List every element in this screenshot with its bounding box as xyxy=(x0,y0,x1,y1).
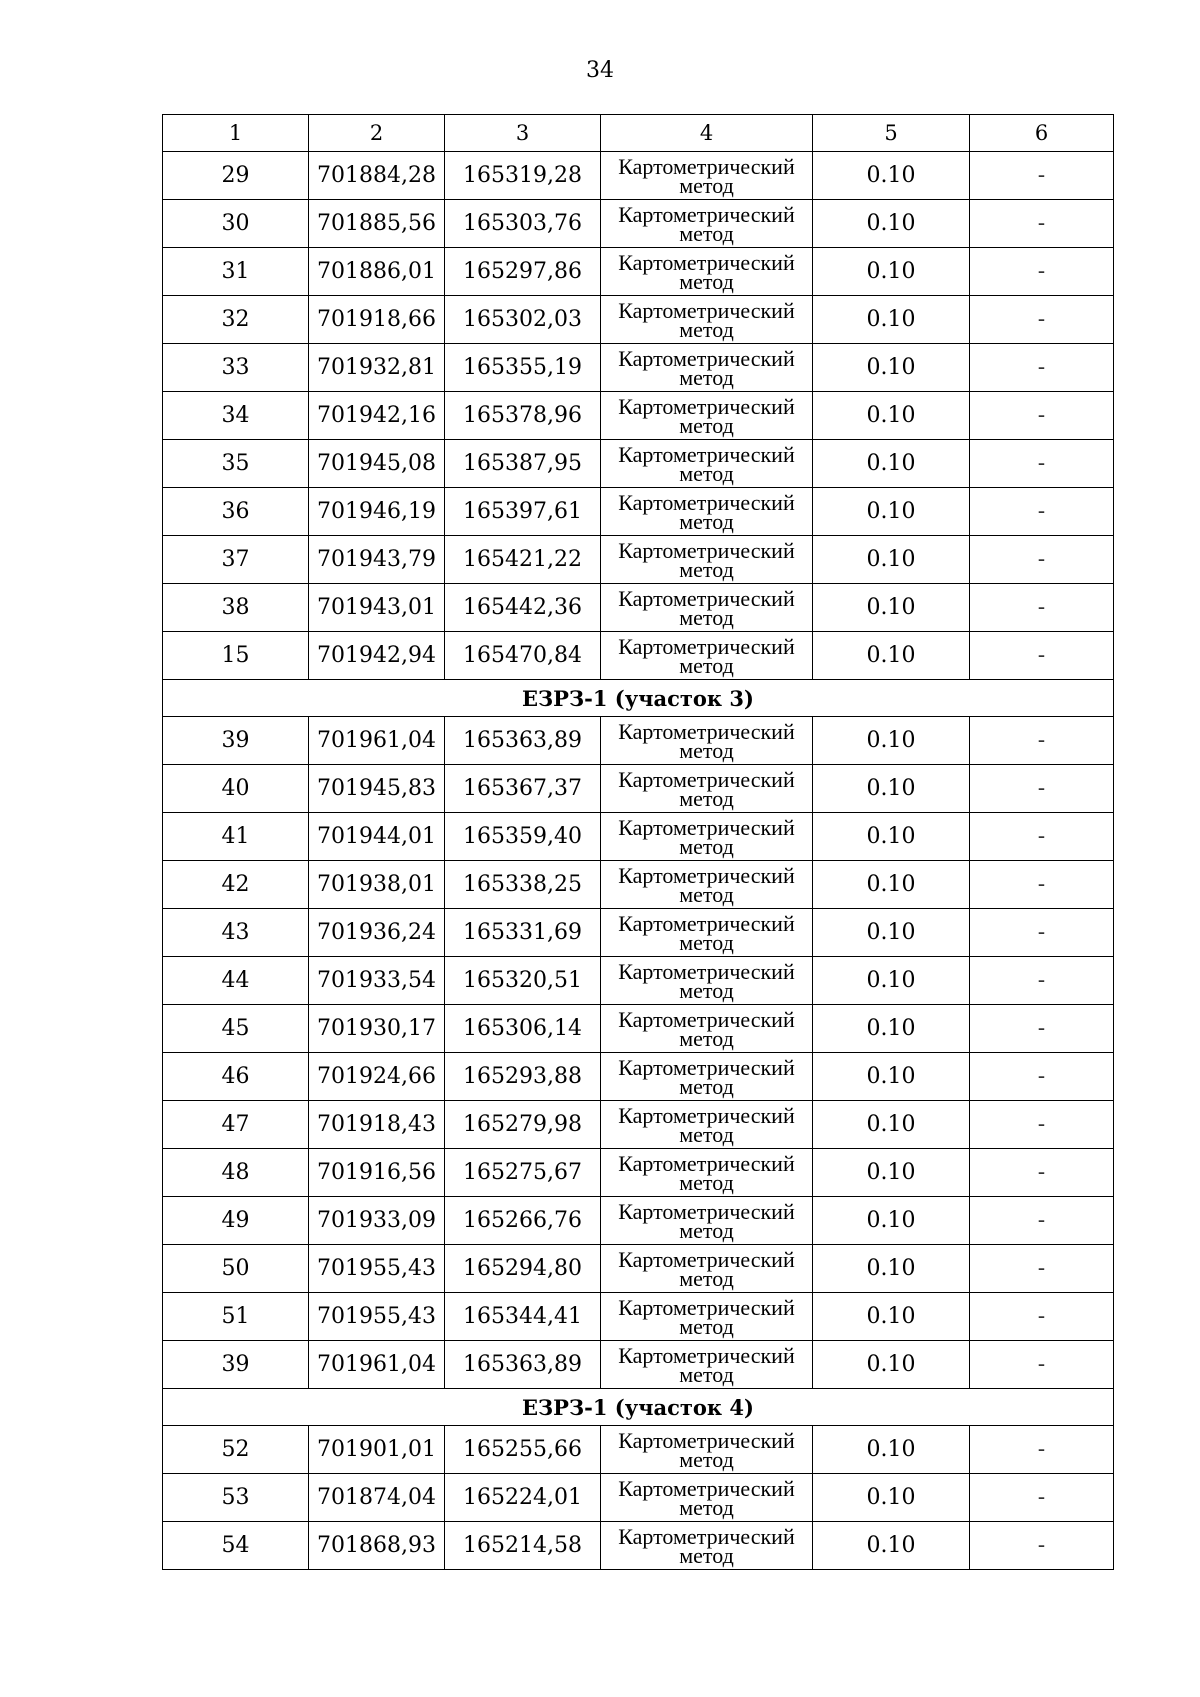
table-row xyxy=(163,344,1114,392)
table-row xyxy=(163,909,1114,957)
method-cell xyxy=(601,584,813,632)
point-number-cell: 39 xyxy=(163,717,309,765)
method-line-1: Картометрический xyxy=(618,201,795,227)
x-coordinate-cell: 701884,28 xyxy=(309,152,445,200)
x-coordinate-cell: 701936,24 xyxy=(309,909,445,957)
x-coordinate-cell: 701924,66 xyxy=(309,1053,445,1101)
method-line-1: Картометрический xyxy=(618,249,795,275)
table-row xyxy=(163,536,1114,584)
x-coordinate-cell: 701961,04 xyxy=(309,717,445,765)
method-line-1: Картометрический xyxy=(618,537,795,563)
y-coordinate-cell: 165224,01 xyxy=(445,1474,601,1522)
note-cell: - xyxy=(970,584,1114,632)
column-header: 2 xyxy=(309,115,445,152)
x-coordinate-cell: 701946,19 xyxy=(309,488,445,536)
method-line-2: метод xyxy=(679,268,734,294)
accuracy-cell: 0.10 xyxy=(813,1426,970,1474)
point-number-cell: 46 xyxy=(163,1053,309,1101)
note-cell: - xyxy=(970,200,1114,248)
table-row xyxy=(163,1245,1114,1293)
method-line-2: метод xyxy=(679,1025,734,1051)
point-number-cell: 34 xyxy=(163,392,309,440)
note-cell: - xyxy=(970,152,1114,200)
accuracy-cell: 0.10 xyxy=(813,957,970,1005)
method-cell xyxy=(601,152,813,200)
method-line-2: метод xyxy=(679,929,734,955)
x-coordinate-cell: 701943,01 xyxy=(309,584,445,632)
note-cell: - xyxy=(970,1005,1114,1053)
table-row xyxy=(163,1197,1114,1245)
method-line-2: метод xyxy=(679,508,734,534)
x-coordinate-cell: 701945,83 xyxy=(309,765,445,813)
point-number-cell: 48 xyxy=(163,1149,309,1197)
accuracy-cell: 0.10 xyxy=(813,813,970,861)
y-coordinate-cell: 165387,95 xyxy=(445,440,601,488)
x-coordinate-cell: 701961,04 xyxy=(309,1341,445,1389)
method-line-2: метод xyxy=(679,1169,734,1195)
method-line-1: Картометрический xyxy=(618,441,795,467)
accuracy-cell: 0.10 xyxy=(813,440,970,488)
method-cell xyxy=(601,392,813,440)
table-row xyxy=(163,200,1114,248)
accuracy-cell: 0.10 xyxy=(813,1245,970,1293)
point-number-cell: 30 xyxy=(163,200,309,248)
y-coordinate-cell: 165214,58 xyxy=(445,1522,601,1570)
point-number-cell: 32 xyxy=(163,296,309,344)
column-header: 4 xyxy=(601,115,813,152)
y-coordinate-cell: 165294,80 xyxy=(445,1245,601,1293)
y-coordinate-cell: 165344,41 xyxy=(445,1293,601,1341)
point-number-cell: 47 xyxy=(163,1101,309,1149)
point-number-cell: 41 xyxy=(163,813,309,861)
table-row xyxy=(163,1341,1114,1389)
method-line-2: метод xyxy=(679,1073,734,1099)
point-number-cell: 51 xyxy=(163,1293,309,1341)
note-cell: - xyxy=(970,248,1114,296)
y-coordinate-cell: 165338,25 xyxy=(445,861,601,909)
method-line-1: Картометрический xyxy=(618,585,795,611)
y-coordinate-cell: 165266,76 xyxy=(445,1197,601,1245)
note-cell: - xyxy=(970,1293,1114,1341)
section-header-row xyxy=(163,680,1114,717)
x-coordinate-cell: 701918,66 xyxy=(309,296,445,344)
x-coordinate-cell: 701933,54 xyxy=(309,957,445,1005)
table-row xyxy=(163,1426,1114,1474)
accuracy-cell: 0.10 xyxy=(813,861,970,909)
note-cell: - xyxy=(970,861,1114,909)
method-cell xyxy=(601,200,813,248)
method-cell xyxy=(601,536,813,584)
method-line-1: Картометрический xyxy=(618,633,795,659)
y-coordinate-cell: 165378,96 xyxy=(445,392,601,440)
note-cell: - xyxy=(970,1522,1114,1570)
method-cell xyxy=(601,861,813,909)
note-cell: - xyxy=(970,344,1114,392)
note-cell: - xyxy=(970,392,1114,440)
method-line-1: Картометрический xyxy=(618,345,795,371)
method-line-1: Картометрический xyxy=(618,1427,795,1453)
method-cell xyxy=(601,1293,813,1341)
method-line-2: метод xyxy=(679,604,734,630)
note-cell: - xyxy=(970,1101,1114,1149)
method-line-2: метод xyxy=(679,1494,734,1520)
x-coordinate-cell: 701938,01 xyxy=(309,861,445,909)
method-line-2: метод xyxy=(679,1265,734,1291)
y-coordinate-cell: 165302,03 xyxy=(445,296,601,344)
table-row xyxy=(163,152,1114,200)
accuracy-cell: 0.10 xyxy=(813,152,970,200)
accuracy-cell: 0.10 xyxy=(813,584,970,632)
point-number-cell: 35 xyxy=(163,440,309,488)
point-number-cell: 42 xyxy=(163,861,309,909)
note-cell: - xyxy=(970,909,1114,957)
y-coordinate-cell: 165275,67 xyxy=(445,1149,601,1197)
x-coordinate-cell: 701955,43 xyxy=(309,1293,445,1341)
method-cell xyxy=(601,440,813,488)
method-line-1: Картометрический xyxy=(618,1102,795,1128)
table-row xyxy=(163,392,1114,440)
note-cell: - xyxy=(970,813,1114,861)
method-cell xyxy=(601,957,813,1005)
accuracy-cell: 0.10 xyxy=(813,765,970,813)
x-coordinate-cell: 701868,93 xyxy=(309,1522,445,1570)
table-row xyxy=(163,765,1114,813)
y-coordinate-cell: 165397,61 xyxy=(445,488,601,536)
accuracy-cell: 0.10 xyxy=(813,1005,970,1053)
table-row xyxy=(163,488,1114,536)
method-cell xyxy=(601,717,813,765)
table-row xyxy=(163,1522,1114,1570)
point-number-cell: 50 xyxy=(163,1245,309,1293)
y-coordinate-cell: 165279,98 xyxy=(445,1101,601,1149)
x-coordinate-cell: 701955,43 xyxy=(309,1245,445,1293)
column-header: 1 xyxy=(163,115,309,152)
method-cell xyxy=(601,1426,813,1474)
method-line-2: метод xyxy=(679,412,734,438)
point-number-cell: 37 xyxy=(163,536,309,584)
table-row xyxy=(163,632,1114,680)
method-line-2: метод xyxy=(679,785,734,811)
x-coordinate-cell: 701901,01 xyxy=(309,1426,445,1474)
accuracy-cell: 0.10 xyxy=(813,248,970,296)
y-coordinate-cell: 165297,86 xyxy=(445,248,601,296)
table-row xyxy=(163,584,1114,632)
method-cell xyxy=(601,296,813,344)
y-coordinate-cell: 165421,22 xyxy=(445,536,601,584)
x-coordinate-cell: 701930,17 xyxy=(309,1005,445,1053)
accuracy-cell: 0.10 xyxy=(813,1149,970,1197)
accuracy-cell: 0.10 xyxy=(813,1293,970,1341)
method-line-1: Картометрический xyxy=(618,718,795,744)
accuracy-cell: 0.10 xyxy=(813,1101,970,1149)
note-cell: - xyxy=(970,440,1114,488)
method-cell xyxy=(601,1197,813,1245)
y-coordinate-cell: 165320,51 xyxy=(445,957,601,1005)
point-number-cell: 45 xyxy=(163,1005,309,1053)
method-cell xyxy=(601,1245,813,1293)
method-line-2: метод xyxy=(679,1313,734,1339)
x-coordinate-cell: 701942,16 xyxy=(309,392,445,440)
y-coordinate-cell: 165303,76 xyxy=(445,200,601,248)
note-cell: - xyxy=(970,536,1114,584)
y-coordinate-cell: 165442,36 xyxy=(445,584,601,632)
accuracy-cell: 0.10 xyxy=(813,1341,970,1389)
y-coordinate-cell: 165359,40 xyxy=(445,813,601,861)
column-header: 3 xyxy=(445,115,601,152)
method-cell xyxy=(601,488,813,536)
method-line-2: метод xyxy=(679,220,734,246)
method-line-2: метод xyxy=(679,833,734,859)
table-row xyxy=(163,248,1114,296)
y-coordinate-cell: 165319,28 xyxy=(445,152,601,200)
table-row xyxy=(163,1474,1114,1522)
method-line-1: Картометрический xyxy=(618,1054,795,1080)
table-row xyxy=(163,1005,1114,1053)
note-cell: - xyxy=(970,488,1114,536)
note-cell: - xyxy=(970,1426,1114,1474)
note-cell: - xyxy=(970,957,1114,1005)
method-line-1: Картометрический xyxy=(618,862,795,888)
method-line-2: метод xyxy=(679,1121,734,1147)
point-number-cell: 44 xyxy=(163,957,309,1005)
method-line-2: метод xyxy=(679,737,734,763)
method-cell xyxy=(601,1005,813,1053)
coordinates-table xyxy=(162,114,1114,1570)
method-line-1: Картометрический xyxy=(618,1294,795,1320)
point-number-cell: 53 xyxy=(163,1474,309,1522)
method-line-1: Картометрический xyxy=(618,489,795,515)
y-coordinate-cell: 165470,84 xyxy=(445,632,601,680)
point-number-cell: 43 xyxy=(163,909,309,957)
method-line-2: метод xyxy=(679,1361,734,1387)
table-header-row xyxy=(163,115,1114,152)
point-number-cell: 39 xyxy=(163,1341,309,1389)
table-row xyxy=(163,861,1114,909)
note-cell: - xyxy=(970,1149,1114,1197)
accuracy-cell: 0.10 xyxy=(813,296,970,344)
accuracy-cell: 0.10 xyxy=(813,200,970,248)
point-number-cell: 33 xyxy=(163,344,309,392)
table-row xyxy=(163,296,1114,344)
x-coordinate-cell: 701874,04 xyxy=(309,1474,445,1522)
accuracy-cell: 0.10 xyxy=(813,1522,970,1570)
method-line-1: Картометрический xyxy=(618,1246,795,1272)
x-coordinate-cell: 701886,01 xyxy=(309,248,445,296)
x-coordinate-cell: 701918,43 xyxy=(309,1101,445,1149)
method-cell xyxy=(601,1341,813,1389)
method-line-1: Картометрический xyxy=(618,153,795,179)
note-cell: - xyxy=(970,632,1114,680)
method-line-2: метод xyxy=(679,364,734,390)
table-row xyxy=(163,957,1114,1005)
accuracy-cell: 0.10 xyxy=(813,392,970,440)
table-row xyxy=(163,1149,1114,1197)
note-cell: - xyxy=(970,1197,1114,1245)
point-number-cell: 52 xyxy=(163,1426,309,1474)
note-cell: - xyxy=(970,765,1114,813)
method-cell xyxy=(601,909,813,957)
method-line-1: Картометрический xyxy=(618,1523,795,1549)
x-coordinate-cell: 701942,94 xyxy=(309,632,445,680)
point-number-cell: 40 xyxy=(163,765,309,813)
page-number: 34 xyxy=(586,58,614,83)
table-row xyxy=(163,1101,1114,1149)
method-cell xyxy=(601,765,813,813)
x-coordinate-cell: 701945,08 xyxy=(309,440,445,488)
x-coordinate-cell: 701932,81 xyxy=(309,344,445,392)
accuracy-cell: 0.10 xyxy=(813,717,970,765)
y-coordinate-cell: 165355,19 xyxy=(445,344,601,392)
method-line-2: метод xyxy=(679,652,734,678)
y-coordinate-cell: 165255,66 xyxy=(445,1426,601,1474)
method-line-1: Картометрический xyxy=(618,393,795,419)
column-header: 6 xyxy=(970,115,1114,152)
section-title: ЕЗРЗ-1 (участок 3) xyxy=(163,680,1114,717)
method-cell xyxy=(601,813,813,861)
accuracy-cell: 0.10 xyxy=(813,1197,970,1245)
section-header-row xyxy=(163,1389,1114,1426)
method-line-2: метод xyxy=(679,977,734,1003)
method-cell xyxy=(601,1474,813,1522)
table-row xyxy=(163,1293,1114,1341)
method-line-1: Картометрический xyxy=(618,766,795,792)
column-header: 5 xyxy=(813,115,970,152)
method-line-2: метод xyxy=(679,1542,734,1568)
note-cell: - xyxy=(970,296,1114,344)
x-coordinate-cell: 701885,56 xyxy=(309,200,445,248)
x-coordinate-cell: 701933,09 xyxy=(309,1197,445,1245)
y-coordinate-cell: 165306,14 xyxy=(445,1005,601,1053)
point-number-cell: 31 xyxy=(163,248,309,296)
table-row xyxy=(163,813,1114,861)
y-coordinate-cell: 165363,89 xyxy=(445,1341,601,1389)
method-cell xyxy=(601,1522,813,1570)
table-row xyxy=(163,440,1114,488)
method-cell xyxy=(601,1053,813,1101)
note-cell: - xyxy=(970,717,1114,765)
method-cell xyxy=(601,344,813,392)
method-line-2: метод xyxy=(679,1217,734,1243)
method-line-2: метод xyxy=(679,172,734,198)
note-cell: - xyxy=(970,1341,1114,1389)
y-coordinate-cell: 165331,69 xyxy=(445,909,601,957)
point-number-cell: 29 xyxy=(163,152,309,200)
x-coordinate-cell: 701944,01 xyxy=(309,813,445,861)
note-cell: - xyxy=(970,1474,1114,1522)
method-line-1: Картометрический xyxy=(618,814,795,840)
method-cell xyxy=(601,248,813,296)
accuracy-cell: 0.10 xyxy=(813,909,970,957)
method-line-1: Картометрический xyxy=(618,1198,795,1224)
x-coordinate-cell: 701943,79 xyxy=(309,536,445,584)
point-number-cell: 36 xyxy=(163,488,309,536)
accuracy-cell: 0.10 xyxy=(813,488,970,536)
x-coordinate-cell: 701916,56 xyxy=(309,1149,445,1197)
method-cell xyxy=(601,632,813,680)
note-cell: - xyxy=(970,1053,1114,1101)
method-line-1: Картометрический xyxy=(618,297,795,323)
accuracy-cell: 0.10 xyxy=(813,536,970,584)
method-line-2: метод xyxy=(679,881,734,907)
accuracy-cell: 0.10 xyxy=(813,632,970,680)
table-row xyxy=(163,1053,1114,1101)
accuracy-cell: 0.10 xyxy=(813,1474,970,1522)
y-coordinate-cell: 165367,37 xyxy=(445,765,601,813)
accuracy-cell: 0.10 xyxy=(813,1053,970,1101)
accuracy-cell: 0.10 xyxy=(813,344,970,392)
note-cell: - xyxy=(970,1245,1114,1293)
point-number-cell: 54 xyxy=(163,1522,309,1570)
method-cell xyxy=(601,1101,813,1149)
method-line-1: Картометрический xyxy=(618,1342,795,1368)
method-line-2: метод xyxy=(679,556,734,582)
method-line-2: метод xyxy=(679,316,734,342)
method-line-1: Картометрический xyxy=(618,1006,795,1032)
method-line-2: метод xyxy=(679,1446,734,1472)
table-row xyxy=(163,717,1114,765)
method-line-1: Картометрический xyxy=(618,958,795,984)
method-line-2: метод xyxy=(679,460,734,486)
point-number-cell: 15 xyxy=(163,632,309,680)
method-cell xyxy=(601,1149,813,1197)
method-line-1: Картометрический xyxy=(618,1475,795,1501)
point-number-cell: 49 xyxy=(163,1197,309,1245)
y-coordinate-cell: 165293,88 xyxy=(445,1053,601,1101)
section-title: ЕЗРЗ-1 (участок 4) xyxy=(163,1389,1114,1426)
method-line-1: Картометрический xyxy=(618,910,795,936)
method-line-1: Картометрический xyxy=(618,1150,795,1176)
point-number-cell: 38 xyxy=(163,584,309,632)
y-coordinate-cell: 165363,89 xyxy=(445,717,601,765)
